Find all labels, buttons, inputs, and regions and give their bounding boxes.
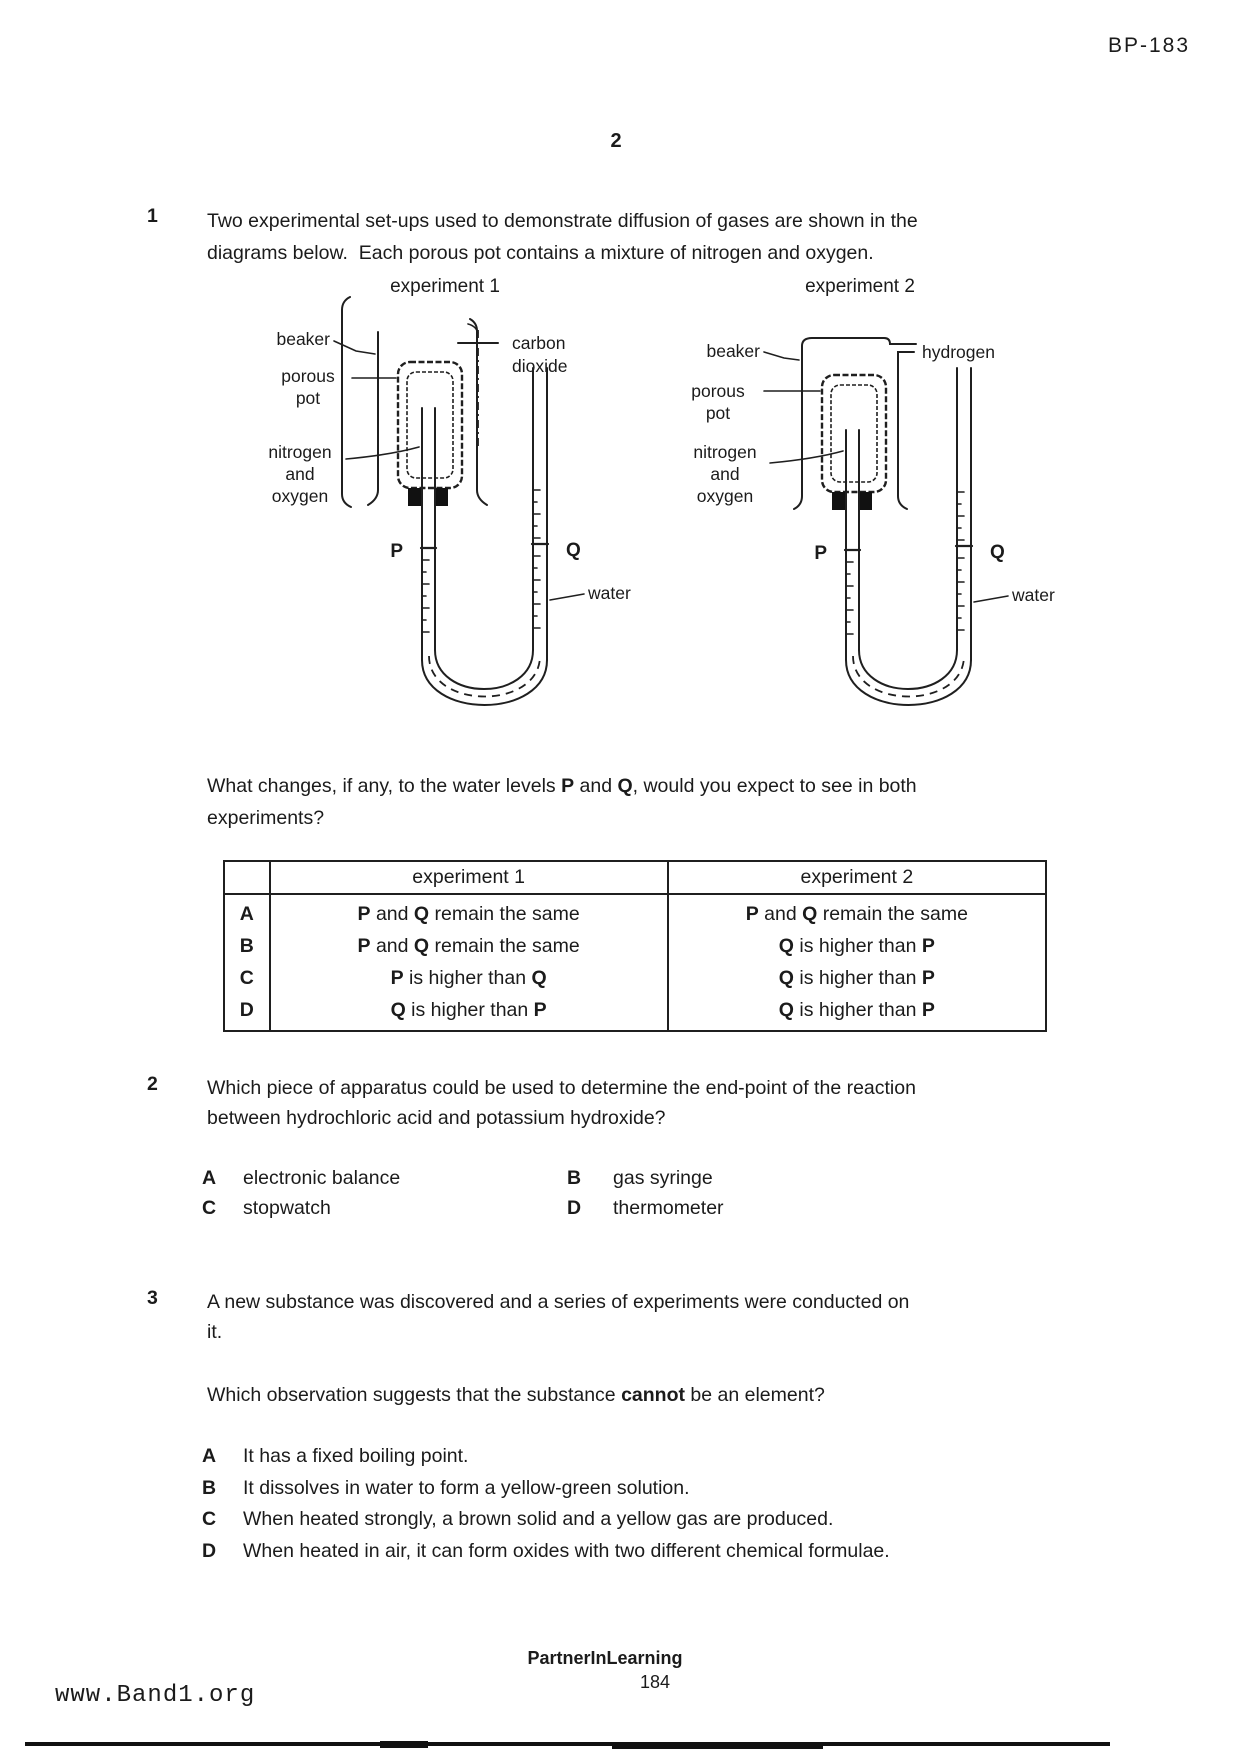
- question-1-line-2: diagrams below. Each porous pot contains a mixture of nitrogen and oxygen.: [207, 242, 874, 264]
- option-d-exp1-cell: Q is higher than P: [270, 994, 668, 1031]
- question-3-line-2: it.: [207, 1321, 223, 1343]
- option-letter: D: [224, 994, 270, 1031]
- option-b-text: It dissolves in water to form a yellow-green solution.: [243, 1477, 690, 1499]
- u-tube: [846, 368, 971, 705]
- footer-page-number: 184: [639, 1672, 671, 1692]
- stopper-right: [859, 492, 872, 510]
- page-number: 2: [610, 130, 622, 152]
- water-pointer-line: [974, 596, 1008, 602]
- gas-label-line1: hydrogen: [922, 342, 995, 362]
- option-a-text: electronic balance: [243, 1167, 401, 1189]
- table-header-blank: [224, 861, 270, 894]
- question-1-prompt: [207, 770, 917, 834]
- option-b-letter: B: [202, 1477, 217, 1499]
- question-1-prompt-line-2: experiments?: [207, 807, 325, 829]
- option-d-letter: D: [567, 1197, 582, 1219]
- table-row-option-a: [224, 894, 1046, 930]
- contents-pointer-line: [770, 451, 843, 463]
- option-c-letter: C: [202, 1508, 217, 1530]
- question-3-prompt: Which observation suggests that the substance cannot be an element?: [207, 1384, 825, 1406]
- paper-code: BP-183: [1108, 34, 1191, 57]
- table-row-option-b: [224, 930, 1046, 962]
- option-c-text: stopwatch: [243, 1197, 331, 1219]
- beaker-pointer-line: [334, 341, 375, 354]
- option-c-exp2-cell: Q is higher than P: [668, 962, 1046, 994]
- experiment-1-title: experiment 1: [390, 276, 500, 297]
- question-3-text: [207, 1287, 909, 1347]
- option-d-text: thermometer: [613, 1197, 724, 1219]
- water-level-marks: [421, 490, 548, 632]
- option-b-exp2-cell: Q is higher than P: [668, 930, 1046, 962]
- question-2-number: 2: [147, 1073, 158, 1095]
- experiment-diagrams-figure: [0, 0, 1239, 740]
- table-header-experiment-1: experiment 1: [270, 861, 668, 894]
- level-q-label: Q: [566, 540, 581, 561]
- level-p-label: P: [814, 543, 827, 564]
- beaker-wall-right: [898, 352, 914, 509]
- porous-pot-label-line2: pot: [295, 388, 321, 408]
- option-b-exp1-cell: P and Q remain the same: [270, 930, 668, 962]
- stopper-left: [408, 488, 422, 506]
- gas-label-line1: carbon: [512, 333, 566, 353]
- level-p-label: P: [390, 541, 403, 562]
- experiment-2-title: experiment 2: [805, 276, 915, 297]
- porous-pot-label-line2: pot: [705, 403, 731, 423]
- contents-pointer-line: [346, 447, 419, 459]
- table-row-option-d: [224, 994, 1046, 1031]
- contents-label-line3: oxygen: [271, 486, 329, 506]
- option-a-letter: A: [202, 1445, 217, 1467]
- table-header-experiment-2: experiment 2: [668, 861, 1046, 894]
- option-a-exp2-cell: P and Q remain the same: [668, 894, 1046, 930]
- water-label: water: [588, 583, 631, 603]
- option-b-letter: B: [567, 1167, 582, 1189]
- question-1-prompt-line-1: What changes, if any, to the water levels P and Q, would you expect to see in both: [207, 775, 917, 797]
- question-3-number: 3: [147, 1287, 158, 1309]
- option-d-text: When heated in air, it can form oxides with two different chemical formulae.: [243, 1540, 890, 1562]
- porous-pot-label-line1: porous: [281, 366, 335, 386]
- beaker-label: beaker: [276, 329, 330, 349]
- footer-brand: PartnerInLearning: [527, 1648, 683, 1668]
- answer-options-table: [223, 860, 1047, 1032]
- question-1-number: 1: [147, 205, 158, 227]
- beaker-label: beaker: [706, 341, 760, 361]
- table-row-option-c: [224, 962, 1046, 994]
- option-a-text: It has a fixed boiling point.: [243, 1445, 469, 1467]
- question-3-line-1: A new substance was discovered and a series of experiments were conducted on: [207, 1291, 910, 1313]
- contents-label-line2: and: [710, 464, 740, 484]
- option-a-exp1-cell: P and Q remain the same: [270, 894, 668, 930]
- beaker-pointer-line: [764, 352, 799, 360]
- porous-pot-inner: [831, 385, 877, 482]
- stopper-left: [832, 492, 846, 510]
- stopper-right: [435, 488, 448, 506]
- level-q-label: Q: [990, 542, 1005, 563]
- table-header-row: [224, 861, 1046, 894]
- footer-website: www.Band1.org: [55, 1682, 256, 1709]
- option-letter: A: [224, 894, 270, 930]
- option-c-exp1-cell: P is higher than Q: [270, 962, 668, 994]
- question-2-text: [207, 1073, 916, 1133]
- option-a-letter: A: [202, 1167, 217, 1189]
- porous-pot-label-line1: porous: [691, 381, 745, 401]
- contents-label-line2: and: [285, 464, 315, 484]
- experiment-1-diagram: [268, 276, 631, 705]
- porous-pot-inner: [407, 372, 453, 478]
- question-1-line-1: Two experimental set-ups used to demonstrate diffusion of gases are shown in the: [207, 210, 918, 232]
- beaker-wall-right: [470, 319, 487, 505]
- question-2-line-1: Which piece of apparatus could be used to determine the end-point of the reaction: [207, 1077, 916, 1099]
- contents-label-line1: nitrogen: [693, 442, 757, 462]
- option-letter: B: [224, 930, 270, 962]
- beaker-inner-wall-left: [368, 332, 378, 505]
- water-label: water: [1012, 585, 1055, 605]
- option-c-text: When heated strongly, a brown solid and a yellow gas are produced.: [243, 1508, 834, 1530]
- experiment-2-diagram: [691, 276, 1055, 705]
- option-d-letter: D: [202, 1540, 217, 1562]
- option-letter: C: [224, 962, 270, 994]
- option-b-text: gas syringe: [613, 1167, 713, 1189]
- gas-label-line2: dioxide: [512, 356, 568, 376]
- beaker-outer-wall-left: [342, 297, 351, 507]
- question-2-line-2: between hydrochloric acid and potassium hydroxide?: [207, 1107, 666, 1129]
- water-level-marks: [845, 492, 972, 634]
- contents-label-line3: oxygen: [696, 486, 754, 506]
- u-tube: [422, 368, 547, 705]
- contents-label-line1: nitrogen: [268, 442, 332, 462]
- option-d-exp2-cell: Q is higher than P: [668, 994, 1046, 1031]
- option-c-letter: C: [202, 1197, 217, 1219]
- water-pointer-line: [550, 594, 584, 600]
